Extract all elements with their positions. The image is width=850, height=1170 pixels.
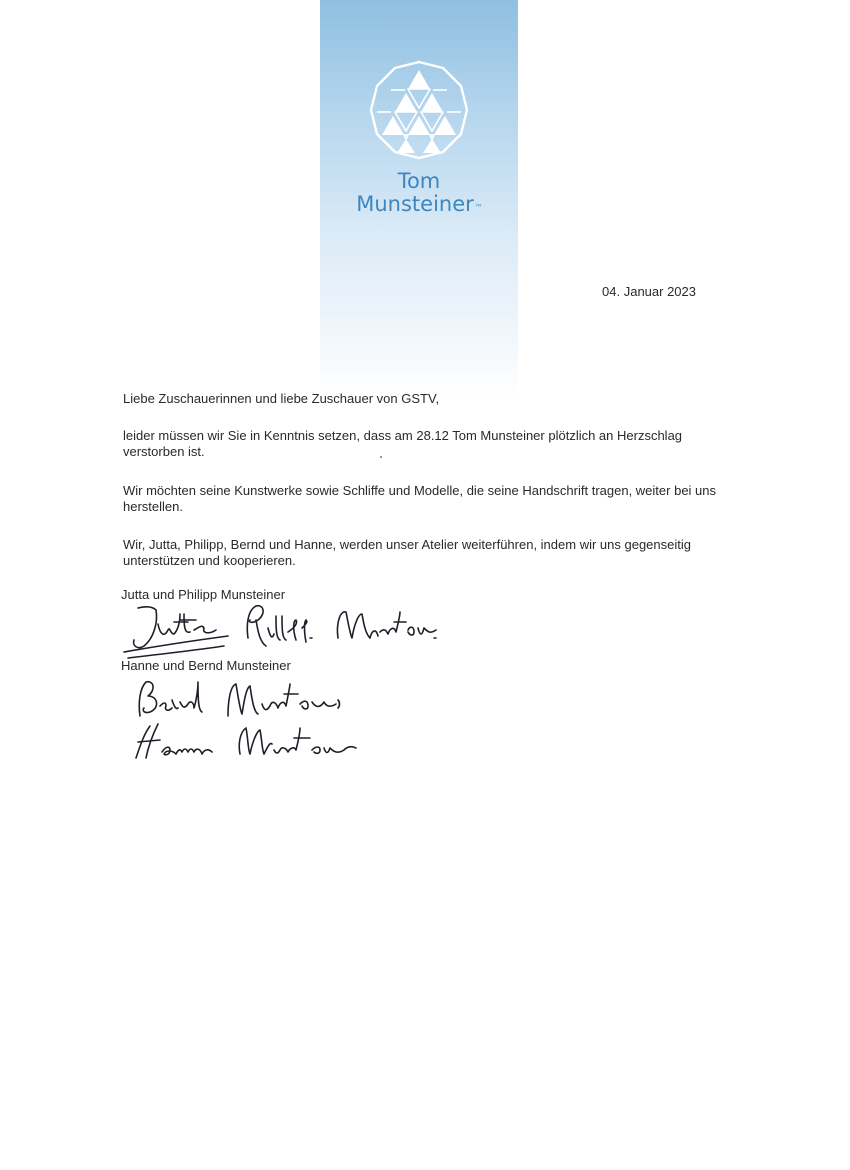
stray-mark	[380, 456, 382, 458]
signature-philipp-munsteiner	[238, 598, 450, 660]
trademark-symbol: ™	[474, 203, 483, 212]
brand-wordmark	[320, 170, 518, 216]
signer-label-jutta-philipp: Jutta und Philipp Munsteiner	[121, 587, 286, 602]
paragraph-1: leider müssen wir Sie in Kenntnis setzen, dass am 28.12 Tom Munsteiner plötzlich an Herzschlag verstorben ist.	[123, 428, 683, 459]
signature-hanne-munsteiner	[130, 718, 420, 762]
brand-line-2: Munsteiner™	[356, 192, 483, 216]
paragraph-3: Wir, Jutta, Philipp, Bernd und Hanne, werden unser Atelier weiterführen, indem wir uns gegenseitig unterstützen und kooperieren.	[123, 537, 691, 568]
brand-line-1: Tom	[397, 169, 441, 193]
signature-bernd-munsteiner	[132, 672, 352, 724]
faceted-gem-icon	[369, 60, 469, 160]
salutation: Liebe Zuschauerinnen und liebe Zuschauer von GSTV,	[123, 391, 440, 406]
signature-jutta	[118, 600, 233, 662]
signer-label-hanne-bernd: Hanne und Bernd Munsteiner	[121, 658, 291, 673]
letter-date: 04. Januar 2023	[602, 284, 696, 299]
paragraph-2: Wir möchten seine Kunstwerke sowie Schliffe und Modelle, die seine Handschrift tragen, weiter bei uns herstellen.	[123, 483, 717, 514]
